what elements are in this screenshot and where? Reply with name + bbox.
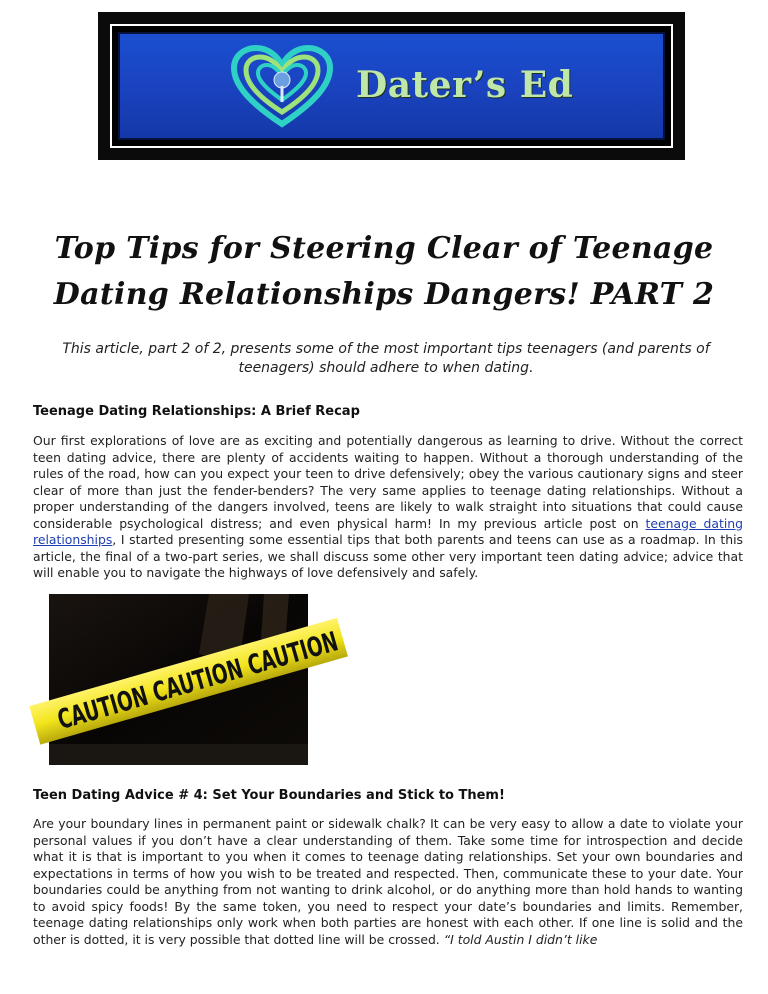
caution-tape-text: CAUTION CAUTION CAUTION — [54, 588, 473, 737]
recap-text-start: Our first explorations of love are as exciting and potentially dangerous as learning to drive. Without the correct teen dating advice, there are plenty of accidents waiting to happen. Without a thorough understanding of the rules of the road, how can you expect your teen to drive defensively; obey the various cautionary signs and steer clear of more than just the fender-benders? The very same applies to teenage dating relationships. Without a proper understanding of the dangers involved, teens are likely to walk straight into situations that could cause considerable psychological distress; and even physical harm! In my previous article post on — [33, 433, 743, 531]
section-heading-boundaries: Teen Dating Advice # 4: Set Your Boundaries and Stick to Them! — [33, 788, 505, 803]
boundaries-text: Are your boundary lines in permanent paint or sidewalk chalk? It can be very easy to allow a date to violate your personal values if you don’t have a clear understanding of them. Take some time for introspection and decide what it is that is important to you when it comes to teenage dating relationships. Set your own boundaries and expectations in terms of how you wish to be treated and respected. Then, communicate these to your date. Your boundaries could be anything from not wanting to drink alcohol, or do anything more than hold hands to wanting to avoid spicy foods! By the same token, you need to respect your date’s boundaries and limits. Remember, teenage dating relationships only work when both parties are honest with each other. If one line is solid and the other is dotted, it is very possible that dotted line will be crossed. — [33, 816, 743, 947]
caution-tape-photo — [49, 588, 473, 765]
brand-name: Dater’s Ed — [356, 64, 574, 106]
teenage-dating-relationships-link[interactable]: teenage dating relationships — [33, 515, 743, 547]
caution-tape-graphic — [49, 588, 473, 765]
article-subtitle: This article, part 2 of 2, presents some of the most important tips teenagers (and parents of teenagers) should adhere to when dating. — [62, 341, 710, 376]
page-title: Top Tips for Steering Clear of Teenage Dating Relationships Dangers! PART 2 — [53, 231, 715, 312]
header-banner — [98, 12, 685, 160]
recap-text-end: , I started presenting some essential tips that both parents and teens can use as a roadmap. In this article, the final of a two-part series, we shall discuss some other very important teen dating advice; advice that will enable you to navigate the highways of love defensively and safely. — [33, 532, 743, 580]
recap-paragraph — [33, 433, 743, 582]
banner-frame — [110, 24, 673, 148]
austin-quote: “I told Austin I didn’t like — [443, 931, 598, 947]
heart-logo-icon — [228, 46, 336, 128]
boundaries-paragraph — [33, 816, 743, 948]
section-heading-recap: Teenage Dating Relationships: A Brief Recap — [33, 404, 360, 419]
banner-inner — [118, 32, 665, 140]
